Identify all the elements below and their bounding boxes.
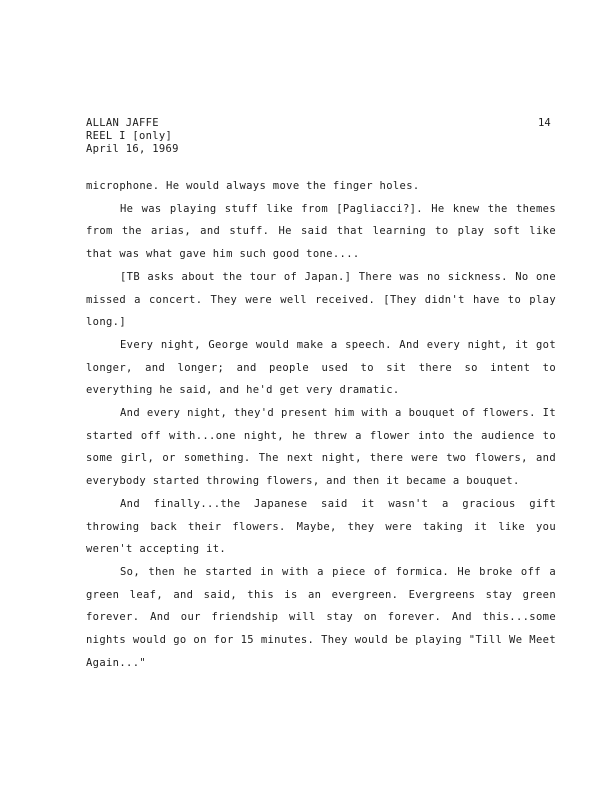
paragraph: He was playing stuff like from [Pagliacci?]. He knew the themes from the arias, and stuff. He said that learning to play soft like that was what gave him such good tone.... (86, 202, 556, 261)
paragraph: And every night, they'd present him with a bouquet of flowers. It started off with...one night, he threw a flower into the audience to some girl, or something. The next night, there were two flowers, and everybody started throwing flowers, and then it became a bouquet. (86, 407, 556, 488)
paragraph: And finally...the Japanese said it wasn't a gracious gift throwing back their flowers. Maybe, they were taking it like you weren't accepting it. (86, 497, 556, 556)
document-header (86, 117, 179, 156)
reel-label: REEL I [only] (86, 130, 173, 142)
interviewee-name: ALLAN JAFFE (86, 117, 159, 129)
paragraph: So, then he started in with a piece of formica. He broke off a green leaf, and said, this is an evergreen. Evergreens stay green forever. And our friendship will stay on forever. And this...some nights would go on for 15 minutes. They would be playing "Till We Meet Again..." (86, 565, 556, 669)
paragraph: microphone. He would always move the finger holes. (86, 180, 420, 192)
interview-date: April 16, 1969 (86, 143, 179, 155)
transcript-body (86, 175, 556, 674)
paragraph: Every night, George would make a speech. And every night, it got longer, and longer; and people used to sit there so intent to everything he said, and he'd get very dramatic. (86, 338, 556, 397)
paragraph: [TB asks about the tour of Japan.] There was no sickness. No one missed a concert. They were well received. [They didn't have to play long.] (86, 270, 556, 329)
page-number: 14 (538, 117, 551, 129)
